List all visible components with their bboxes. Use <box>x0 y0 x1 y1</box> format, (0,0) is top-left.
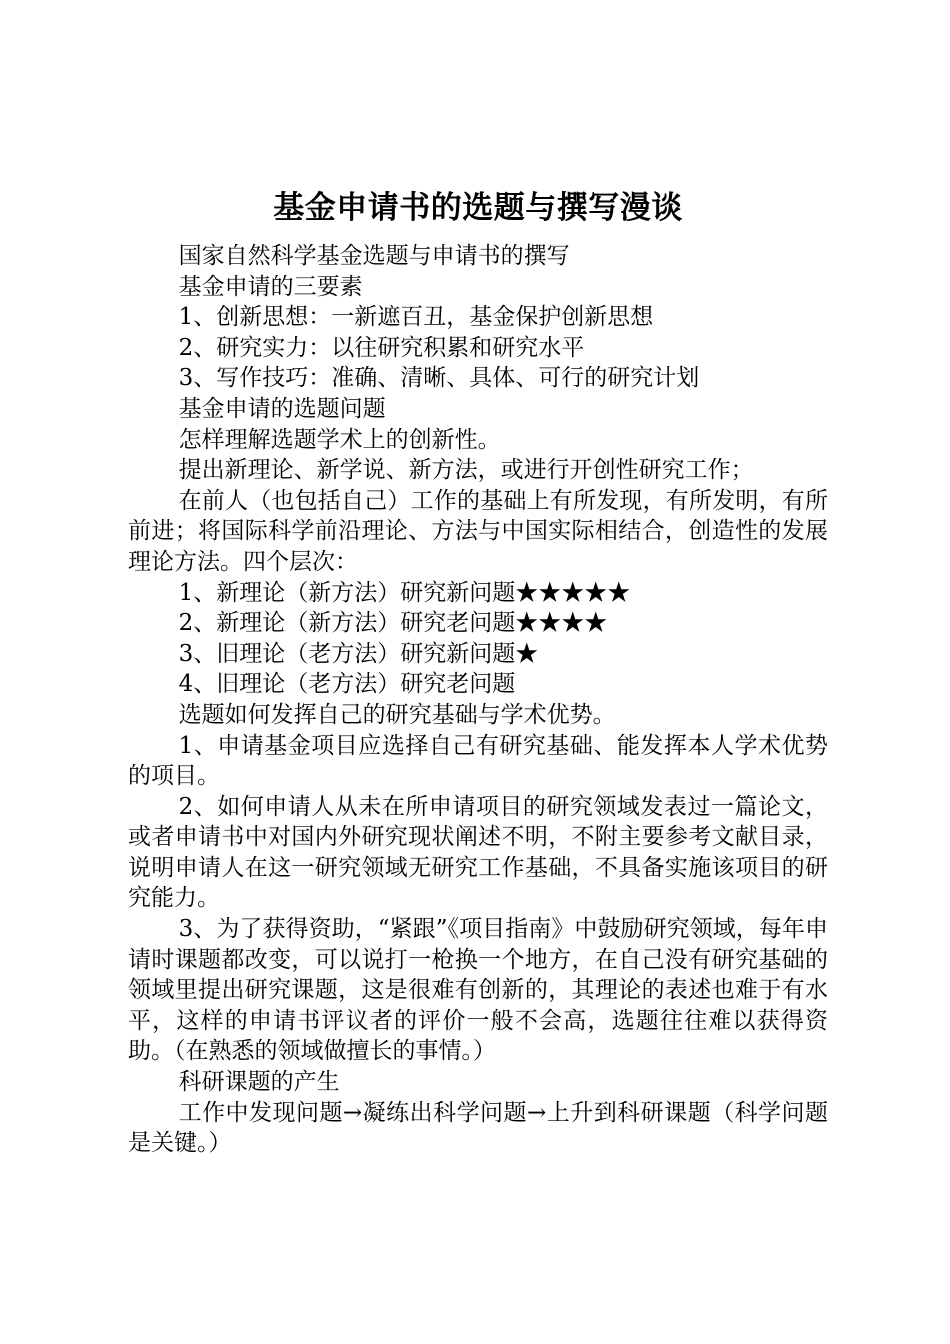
paragraph-element-1: 1、创新思想：一新遮百丑，基金保护创新思想 <box>178 304 654 331</box>
document-page <box>128 183 828 1159</box>
paragraph-element-3: 3、写作技巧：准确、清晰、具体、可行的研究计划 <box>178 365 700 392</box>
document-title: 基金申请书的选题与撰写漫谈 <box>273 190 683 226</box>
paragraph-advantage-2: 2、如何申请人从未在所申请项目的研究领域发表过一篇论文，或者申请书中对国内外研究现状阐述不明，不附主要参考文献目录，说明申请人在这一研究领域无研究工作基础，不具备实施该项目的研究能力。 <box>128 793 828 912</box>
paragraph-previous-work: 在前人（也包括自己）工作的基础上有所发现，有所发明，有所前进；将国际科学前沿理论、方法与中国实际相结合，创造性的发展理论方法。四个层次： <box>128 487 828 575</box>
paragraph-level-1: 1、新理论（新方法）研究新问题★★★★★ <box>178 579 631 606</box>
paragraph-topic-heading: 基金申请的选题问题 <box>178 395 386 422</box>
paragraph-subtitle: 国家自然科学基金选题与申请书的撰写 <box>178 243 570 269</box>
paragraph-advantage-3: 3、为了获得资助，“紧跟”《项目指南》中鼓励研究领域，每年申请时课题都改变，可以说打一枪换一个地方，在自己没有研究基础的领域里提出研究课题，这是很难有创新的，其理论的表述也难于有水平，这样的申请书评议者的评价一般不会高，选题往往难以获得资助。（在熟悉的领域做擅长的事情。） <box>128 916 828 1065</box>
paragraph-advantage-heading: 选题如何发挥自己的研究基础与学术优势。 <box>178 701 616 728</box>
paragraph-project-origin-heading: 科研课题的产生 <box>178 1069 340 1096</box>
paragraph-element-2: 2、研究实力：以往研究积累和研究水平 <box>178 334 585 361</box>
paragraph-innovation-question: 怎样理解选题学术上的创新性。 <box>178 426 501 453</box>
paragraph-level-4: 4、旧理论（老方法）研究老问题 <box>178 671 516 698</box>
paragraph-level-2: 2、新理论（新方法）研究老问题★★★★ <box>178 610 608 637</box>
paragraph-three-elements-heading: 基金申请的三要素 <box>178 273 363 300</box>
paragraph-project-origin: 工作中发现问题→凝练出科学问题→上升到科研课题（科学问题是关键。） <box>128 1099 828 1157</box>
paragraph-advantage-1: 1、申请基金项目应选择自己有研究基础、能发挥本人学术优势的项目。 <box>128 732 828 790</box>
paragraph-new-theory: 提出新理论、新学说、新方法，或进行开创性研究工作； <box>178 457 754 484</box>
paragraph-level-3: 3、旧理论（老方法）研究新问题★ <box>178 640 539 667</box>
